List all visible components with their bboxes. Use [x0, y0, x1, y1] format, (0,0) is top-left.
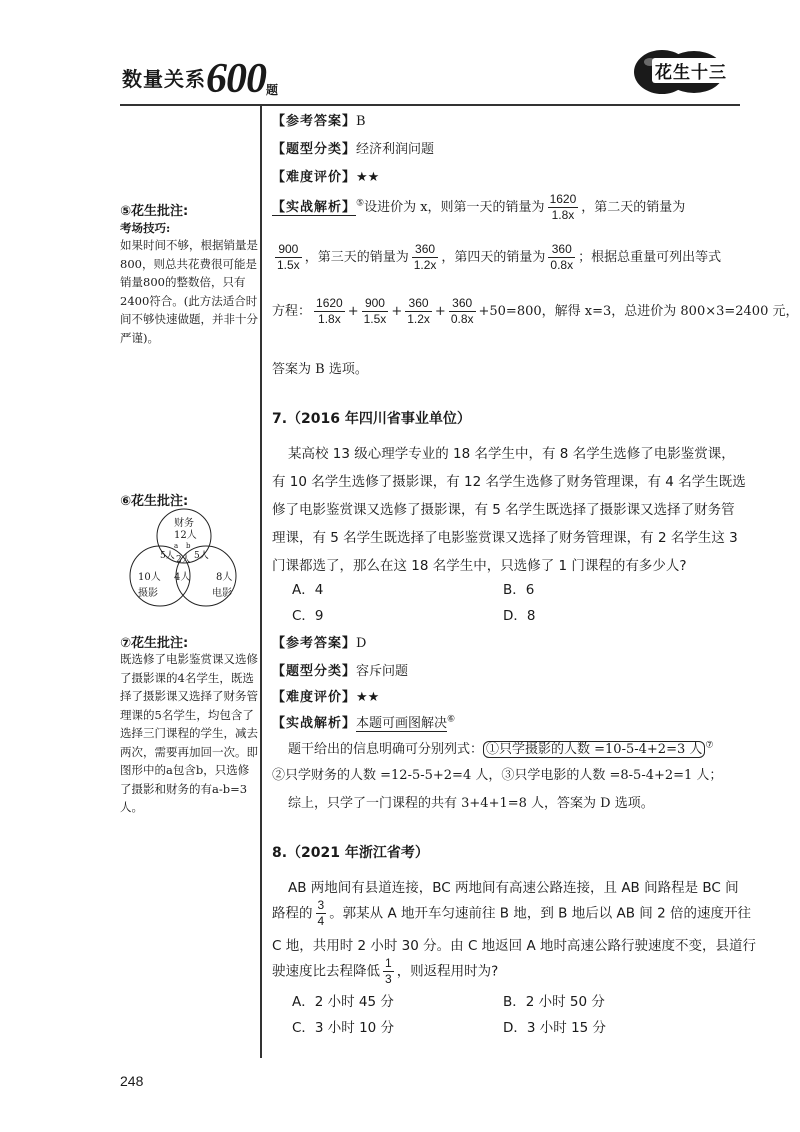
venn-right-label: 电影 [212, 588, 232, 599]
q6-frac-3 [412, 242, 439, 273]
q8-text-4a: 驶速度比去程降低 [272, 963, 380, 980]
note6-title: ⑥花生批注: [120, 494, 189, 509]
q7-analysis-tag: 【实战解析】 [272, 716, 357, 731]
venn-left-value: 10人 [138, 572, 161, 583]
venn-two: 2人 [176, 555, 191, 565]
q7-type [272, 660, 408, 679]
venn-left-label: 摄影 [138, 588, 158, 599]
venn-five-left: 5人 [160, 551, 175, 561]
q6-text-3a: 方程： [272, 304, 312, 319]
q6-analysis-line1 [272, 192, 685, 223]
q6-answer-value: B [356, 114, 366, 129]
venn-top-label: 财务 [174, 518, 194, 529]
q6-type [272, 138, 434, 157]
q8-option-c: C．3 小时 10 分 [292, 1020, 395, 1036]
q7-answer-value: D [356, 636, 367, 651]
q6-frac-3-den: 1.2x [413, 258, 437, 272]
q6-plus-3: + [434, 304, 446, 319]
q8-heading: 8.（2021 年浙江省考） [272, 845, 429, 861]
q7-text-1b: ①只学摄影的人数 =10-5-4+2=3 人 [483, 741, 705, 758]
q8-line-3: C 地，共用时 2 小时 30 分。由 C 地返回 A 地时高速公路行驶速度不变，县道行 [272, 938, 756, 954]
q6-type-value: 经济利润问题 [356, 142, 435, 157]
q6-eq-frac-1 [314, 296, 345, 327]
q6-eq-frac-4-num: 360 [449, 296, 476, 312]
venn-right-value: 8人 [216, 572, 233, 583]
q8-option-b: B．2 小时 50 分 [503, 994, 605, 1010]
book-title-text: 数量关系 [122, 67, 206, 91]
q7-answer-tag: 【参考答案】 [272, 636, 357, 651]
q6-eq-frac-2 [362, 296, 389, 327]
note7-title: ⑦花生批注: [120, 636, 189, 651]
q7-analysis-text: 本题可画图解决 [356, 716, 448, 731]
q6-plus-1: + [347, 304, 359, 319]
q6-eq-frac-2-num: 900 [362, 296, 389, 312]
note5-text: 如果时间不够，根据销量是800，则总共花费很可能是销量800的整数倍，只有2400符合。(此方法适合时间不够快速做题，并非十分严谨)。 [120, 238, 258, 345]
brand-text: 花生十三 [652, 58, 730, 83]
q7-difficulty [272, 686, 379, 705]
q6-frac-1-num: 1620 [549, 192, 577, 206]
q7-text-1a: 题干给出的信息明确可分别列式： [288, 742, 484, 757]
q6-eq-frac-4 [449, 296, 476, 327]
q6-analysis-mark: ⑤ [356, 198, 365, 209]
q7-analysis-mark: ⑥ [447, 714, 456, 725]
q7-analysis-line1 [288, 738, 713, 757]
q6-analysis-tag: 【实战解析】 [272, 200, 357, 215]
q6-eq-frac-3 [405, 296, 432, 327]
q6-plus-2: + [391, 304, 403, 319]
q6-difficulty [272, 166, 379, 185]
venn-b: b [186, 542, 191, 550]
book-title [122, 55, 279, 103]
q7-option-a: A．4 [292, 582, 324, 598]
q8-text-2a: 路程的 [272, 905, 313, 922]
q8-frac-1 [316, 898, 327, 929]
q7-diff-stars: ★★ [356, 690, 380, 705]
q7-option-c: C．9 [292, 608, 324, 624]
q7-answer [272, 632, 366, 651]
q6-analysis-line2 [272, 242, 721, 273]
q6-text-1b: ，第二天的销量为 [581, 200, 686, 215]
q8-frac-1-num: 3 [317, 898, 325, 912]
q6-frac-1-den: 1.8x [551, 208, 575, 222]
q6-text-2a: ，第三天的销量为 [304, 250, 409, 265]
q6-frac-3-num: 360 [412, 242, 439, 258]
q6-eq-frac-1-num: 1620 [316, 296, 343, 310]
q7-type-tag: 【题型分类】 [272, 664, 357, 679]
q7-option-b: B．6 [503, 582, 535, 598]
q7-analysis [272, 712, 455, 731]
q6-frac-4-num: 360 [548, 242, 575, 258]
q6-text-1a: 设进价为 x，则第一天的销量为 [364, 200, 545, 215]
q7-option-d: D．8 [503, 608, 536, 624]
q8-line-4 [272, 956, 498, 987]
q8-frac-2 [383, 956, 394, 987]
q6-frac-2 [275, 242, 302, 273]
q6-answer-tag: 【参考答案】 [272, 114, 357, 129]
q7-heading: 7.（2016 年四川省事业单位） [272, 411, 471, 427]
q6-analysis-line3 [272, 296, 799, 327]
q8-option-a: A．2 小时 45 分 [292, 994, 394, 1010]
q8-option-d: D．3 小时 15 分 [503, 1020, 607, 1036]
q8-line-2 [272, 898, 751, 929]
q8-frac-2-num: 1 [385, 956, 392, 970]
venn-a: a [174, 542, 179, 550]
q6-text-3b: +50=800，解得 x=3，总进价为 800×3=2400 元， [478, 304, 799, 319]
venn-center: 4人 [174, 572, 191, 583]
q6-eq-frac-1-den: 1.8x [318, 312, 341, 326]
page-number: 248 [120, 1073, 144, 1089]
q6-type-tag: 【题型分类】 [272, 142, 357, 157]
q6-eq-frac-3-num: 360 [405, 296, 432, 312]
q7-line-5: 门课都选了，那么在这 18 名学生中，只选修了 1 门课程的有多少人? [272, 558, 687, 574]
q6-diff-stars: ★★ [356, 170, 380, 185]
venn-five-right: 5人 [194, 551, 209, 561]
q6-text-2c: ；根据总重量可列出等式 [578, 250, 722, 265]
q8-text-2b: 。郭某从 A 地开车匀速前往 B 地，到 B 地后以 AB 间 2 倍的速度开往 [329, 905, 751, 922]
book-number: 600 [206, 56, 266, 102]
q7-type-value: 容斥问题 [356, 664, 409, 679]
q8-frac-2-den: 3 [385, 972, 392, 986]
q7-line-2: 有 10 名学生选修了摄影课，有 12 名学生选修了财务管理课，有 4 名学生既选 [272, 474, 746, 490]
q6-text-2b: ，第四天的销量为 [441, 250, 546, 265]
header-divider [120, 104, 740, 106]
q7-analysis-line2: ②只学财务的人数 =12-5-5+2=4 人，③只学电影的人数 =8-5-4+2=1 人； [272, 768, 723, 783]
q7-analysis-mark-2: ⑦ [705, 740, 714, 751]
note7-text: 既选修了电影鉴赏课又选修了摄影课的4名学生，既选择了摄影课又选择了财务管理课的5名学生，均包含了选择三门课程的学生，减去两次，需要再加回一次。即图形中的a包含b，只选修了摄影和财务的有a-b=3人。 [120, 652, 258, 814]
q7-line-4: 理课，有 5 名学生既选择了电影鉴赏课又选择了财务管理课，有 2 名学生这 3 [272, 530, 738, 546]
q6-diff-tag: 【难度评价】 [272, 170, 357, 185]
venn-top-value: 12人 [174, 530, 197, 541]
q6-answer [272, 110, 366, 129]
q6-eq-frac-4-den: 0.8x [450, 312, 474, 326]
q6-frac-2-den: 1.5x [277, 258, 300, 272]
q6-frac-4-den: 0.8x [550, 258, 574, 272]
q6-frac-4 [548, 242, 575, 273]
book-suffix: 题 [266, 83, 280, 97]
q7-line-1: 某高校 13 级心理学专业的 18 名学生中，有 8 名学生选修了电影鉴赏课， [288, 446, 735, 462]
q6-frac-2-num: 900 [275, 242, 302, 258]
q6-eq-frac-3-den: 1.2x [407, 312, 430, 326]
note5-title: ⑤花生批注: [120, 204, 189, 219]
q7-analysis-line3: 综上，只学了一门课程的共有 3+4+1=8 人，答案为 D 选项。 [288, 796, 654, 811]
q7-diff-tag: 【难度评价】 [272, 690, 357, 705]
q6-eq-frac-2-den: 1.5x [363, 312, 387, 326]
q7-line-3: 修了电影鉴赏课又选修了摄影课，有 5 名学生既选择了摄影课又选择了财务管 [272, 502, 735, 518]
q8-text-4b: ，则返程用时为? [396, 963, 499, 980]
venn-diagram [118, 506, 268, 612]
q8-line-1: AB 两地间有县道连接，BC 两地间有高速公路连接，且 AB 间路程是 BC 间 [288, 880, 739, 896]
q6-frac-1 [548, 192, 579, 223]
q6-conclusion: 答案为 B 选项。 [272, 362, 368, 377]
note5-subtitle: 考场技巧: [120, 221, 171, 235]
q8-frac-1-den: 4 [317, 914, 325, 928]
